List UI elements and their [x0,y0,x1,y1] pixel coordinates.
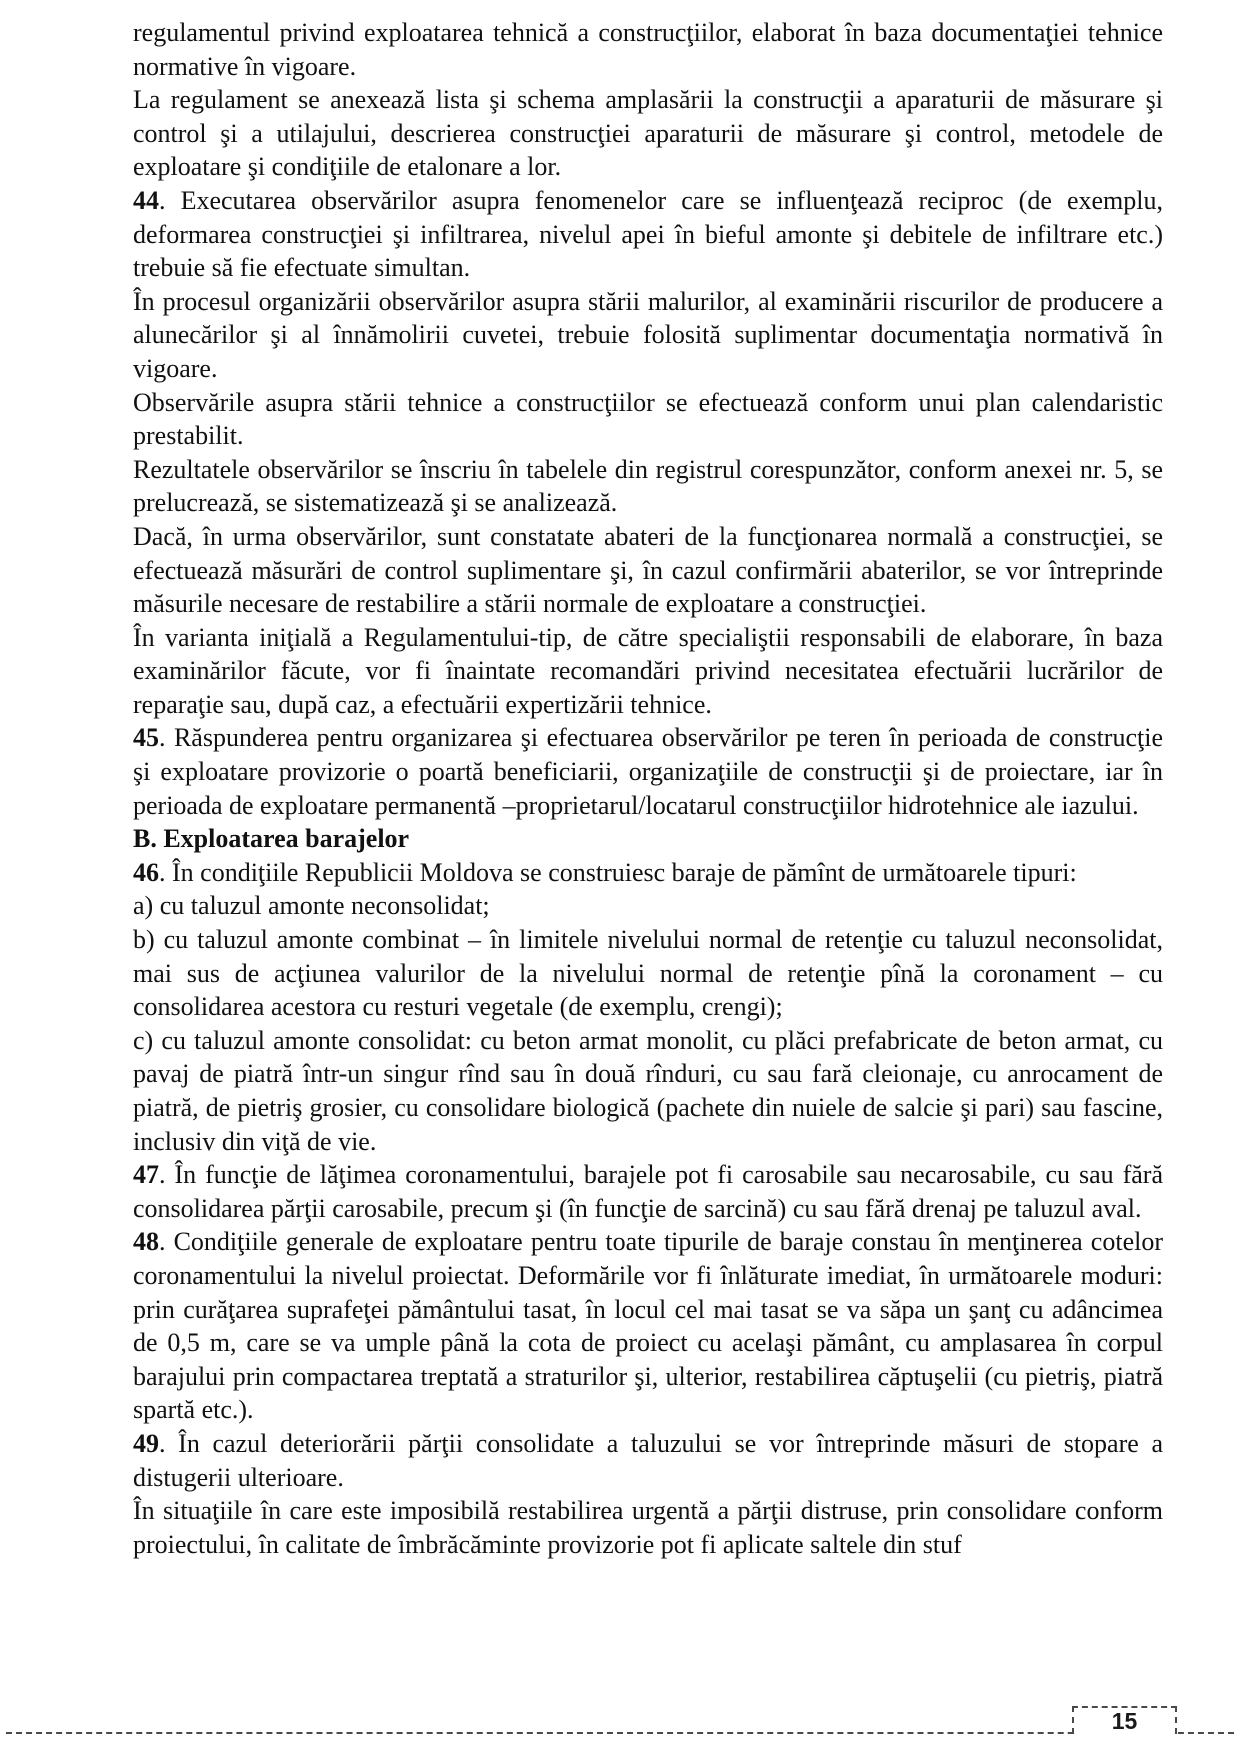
paragraph-text: a) cu taluzul amonte neconsolidat; [133,891,490,921]
footer-dashed-rule [6,1732,1234,1734]
section-heading-text: B. Exploatarea barajelor [133,824,410,854]
paragraph-text: . În cazul deteriorării părţii consolidate a taluzului se vor întreprinde măsuri de stopare a distugerii ulterioare. [133,1428,1163,1492]
paragraph-number: 47 [133,1160,159,1190]
paragraph-number: 48 [133,1227,159,1257]
paragraph-number: 44 [133,185,159,215]
page-number: 15 [1111,1707,1138,1734]
page-number-box [1072,1706,1177,1734]
paragraph-text: . Răspunderea pentru organizarea şi efectuarea observărilor pe teren în perioada de construcţie şi exploatare provizorie o poartă beneficiarii, organizaţiile de construcţii şi de proiectare, iar în perioada de exploatare permanentă –proprietarul/locatarul construcţiilor hidrotehnice ale iazului. [133,723,1163,820]
paragraph-48 [133,1225,1163,1427]
paragraph-text: La regulament se anexează lista şi schema amplasării la construcţii a aparaturii de măsurare şi control şi a utilajului, descrierea construcţiei aparaturii de măsurare şi control, metodele de exploatare şi condiţiile de etalonare a lor. [133,85,1163,182]
paragraph-number: 45 [133,723,159,753]
paragraph-46 [133,856,1163,890]
paragraph-49 [133,1427,1163,1494]
section-heading-b [133,822,1163,856]
paragraph-text: b) cu taluzul amonte combinat – în limitele nivelului normal de retenţie cu taluzul neconsolidat, mai sus de acţiunea valurilor de la nivelului normal de retenţie pînă la coronament – cu consolidarea acestora cu resturi vegetale (de exemplu, crengi); [133,925,1163,1022]
paragraph-text: . Executarea observărilor asupra fenomenelor care se influenţează reciproc (de exemplu, deformarea construcţiei şi infiltrarea, nivelul apei în bieful amonte şi debitele de infiltrare etc.) trebuie să fie efectuate simultan. [133,185,1163,283]
list-item-a [133,889,1163,923]
paragraph-text: regulamentul privind exploatarea tehnică a construcţiilor, elaborat în baza documentaţiei tehnice normative în vigoare. [133,18,1163,81]
list-item-b [133,923,1163,1024]
paragraph-text: . Condiţiile generale de exploatare pentru toate tipurile de baraje constau în menţinerea cotelor coronamentului la nivelul proiectat. Deformările vor fi înlăturate imediat, în următoarele moduri: prin curăţarea suprafeţei pământului tasat, în locul cel mai tasat se va săpa un şanţ cu adâncimea de 0,5 m, care se va umple până la cota de proiect cu acelaşi pământ, cu amplasarea în corpul barajului prin compactarea treptată a straturilor şi, ulterior, restabilirea căptuşelii (cu pietriş, piatră spartă etc.). [133,1227,1163,1425]
paragraph [133,386,1163,453]
paragraph-number: 46 [133,857,159,887]
list-item-c [133,1024,1163,1158]
paragraph [133,1494,1163,1561]
paragraph-text: În varianta iniţială a Regulamentului-tip, de către specialiştii responsabili de elaborare, în baza examinărilor făcute, vor fi înaintate recomandări privind necesitatea efectuării lucrărilor de reparaţie sau, după caz, a efectuării expertizării tehnice. [133,622,1163,719]
paragraph-47 [133,1158,1163,1225]
paragraph-text: În situaţiile în care este imposibilă restabilirea urgentă a părţii distruse, prin consolidare conform proiectului, în calitate de îmbrăcăminte provizorie pot fi aplicate saltele din stuf [133,1496,1163,1559]
paragraph-text: Observările asupra stării tehnice a construcţiilor se efectuează conform unui plan calendaristic prestabilit. [133,387,1163,451]
paragraph-text: Dacă, în urma observărilor, sunt constatate abateri de la funcţionarea normală a construcţiei, se efectuează măsurări de control suplimentare şi, în cazul confirmării abaterilor, se vor întreprinde măsurile necesare de restabilire a stării normale de exploatare a construcţiei. [133,521,1163,619]
paragraph-text: În procesul organizării observărilor asupra stării malurilor, al examinării riscurilor de producere a alunecărilor şi al înnămolirii cuvetei, trebuie folosită suplimentar documentaţia normativă în vigoare. [133,286,1163,383]
paragraph-44 [133,184,1163,285]
paragraph-text: Rezultatele observărilor se înscriu în tabelele din registrul corespunzător, conform anexei nr. 5, se prelucrează, se sistematizează şi se analizează. [133,454,1163,518]
paragraph-number: 49 [133,1428,159,1458]
paragraph-45 [133,721,1163,822]
paragraph-text: c) cu taluzul amonte consolidat: cu beton armat monolit, cu plăci prefabricate de beton armat, cu pavaj de piatră într-un singur rînd sau în două rînduri, cu sau fară cleionaje, cu anrocament de piatră, de pietriş grosier, cu consolidare biologică (pachete din nuiele de salcie şi pari) sau fascine, inclusiv din viţă de vie. [133,1025,1163,1156]
paragraph-continuation [133,16,1163,83]
paragraph [133,520,1163,621]
paragraph [133,621,1163,722]
paragraph-text: . În condiţiile Republicii Moldova se construiesc baraje de pămînt de următoarele tipuri: [159,857,1077,887]
paragraph [133,453,1163,520]
text-block [133,16,1163,1561]
paragraph-text: . În funcţie de lăţimea coronamentului, barajele pot fi carosabile sau necarosabile, cu sau fără consolidarea părţii carosabile, precum şi (în funcţie de sarcină) cu sau fără drenaj pe taluzul aval. [133,1160,1163,1223]
paragraph [133,285,1163,386]
paragraph [133,83,1163,184]
